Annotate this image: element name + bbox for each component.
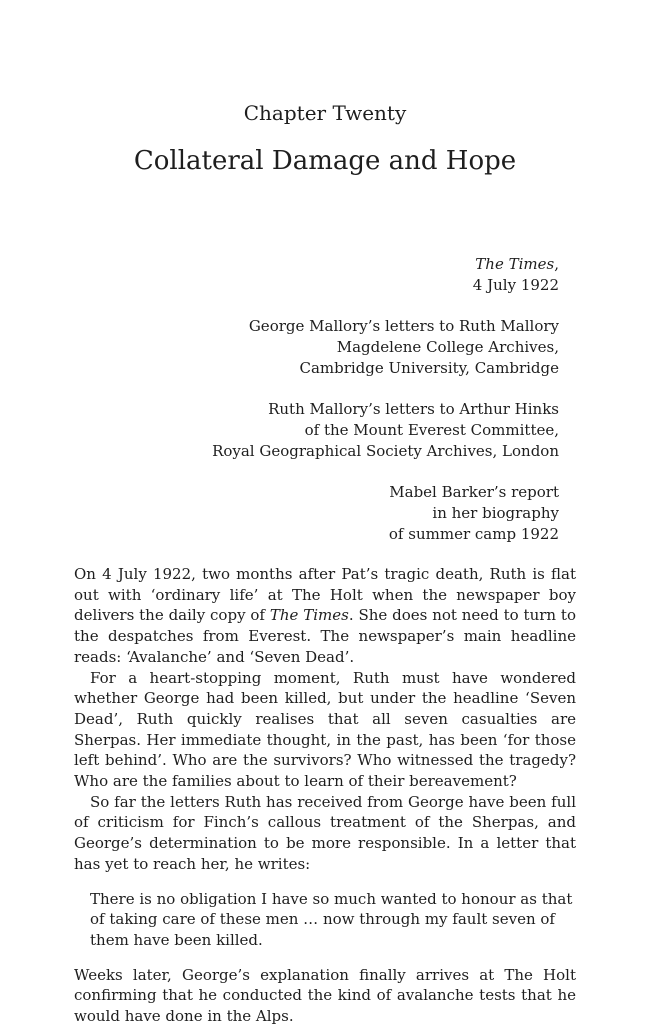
block-quote xyxy=(90,889,576,951)
source-line: Ruth Mallory’s letters to Arthur Hinks xyxy=(268,400,559,418)
source-ruth-letters xyxy=(79,399,559,462)
source-line: Magdelene College Archives, xyxy=(336,338,559,356)
source-times xyxy=(79,254,559,296)
chapter-body xyxy=(74,564,576,1027)
paragraph: On 4 July 1922, two months after Pat’s tragic death, Ruth is flat out with ‘ordinary life’ at The Holt when the newspaper boy delivers the daily copy of The Times. She does not need to turn to the despatches from Everest. The newspaper’s main headline reads: ‘Avalanche’ and ‘Seven Dead’. xyxy=(74,565,576,666)
source-line: The Times, xyxy=(475,255,559,273)
source-line: Mabel Barker’s report xyxy=(389,483,559,501)
source-line: Cambridge University, Cambridge xyxy=(299,359,559,377)
epigraph-sources xyxy=(79,254,559,565)
source-line: George Mallory’s letters to Ruth Mallory xyxy=(248,317,559,335)
paragraph: For a heart-stopping moment, Ruth must have wondered whether George had been killed, but under the headline ‘Seven Dead’, Ruth quickly realises that all seven casualties are Sherpas. Her immediate thought, in the past, has been ‘for those left behind’. Who are the survivors? Who witnessed the tragedy? Who are the families about to learn of their bereavement? xyxy=(74,668,576,791)
source-george-letters xyxy=(79,316,559,379)
paragraph: Weeks later, George’s explanation finally arrives at The Holt confirming that he conducted the kind of avalanche tests that he would have done in the Alps. xyxy=(74,965,576,1026)
source-line: of the Mount Everest Committee, xyxy=(304,421,559,439)
source-line: in her biography xyxy=(432,504,559,522)
quote-text: There is no obligation I have so much wanted to honour as that of taking care of these men … now through my fault seven of them have been killed. xyxy=(90,889,573,949)
chapter-title: Collateral Damage and Hope xyxy=(133,146,517,176)
source-line: 4 July 1922 xyxy=(472,276,559,294)
source-line: of summer camp 1922 xyxy=(388,525,559,543)
source-mabel-report xyxy=(79,482,559,545)
chapter-number: Chapter Twenty xyxy=(243,101,407,125)
paragraph: So far the letters Ruth has received from George have been full of criticism for Finch’s callous treatment of the Sherpas, and George’s determination to be more responsible. In a letter that has yet to reach her, he writes: xyxy=(74,792,576,873)
source-line: Royal Geographical Society Archives, London xyxy=(212,442,559,460)
